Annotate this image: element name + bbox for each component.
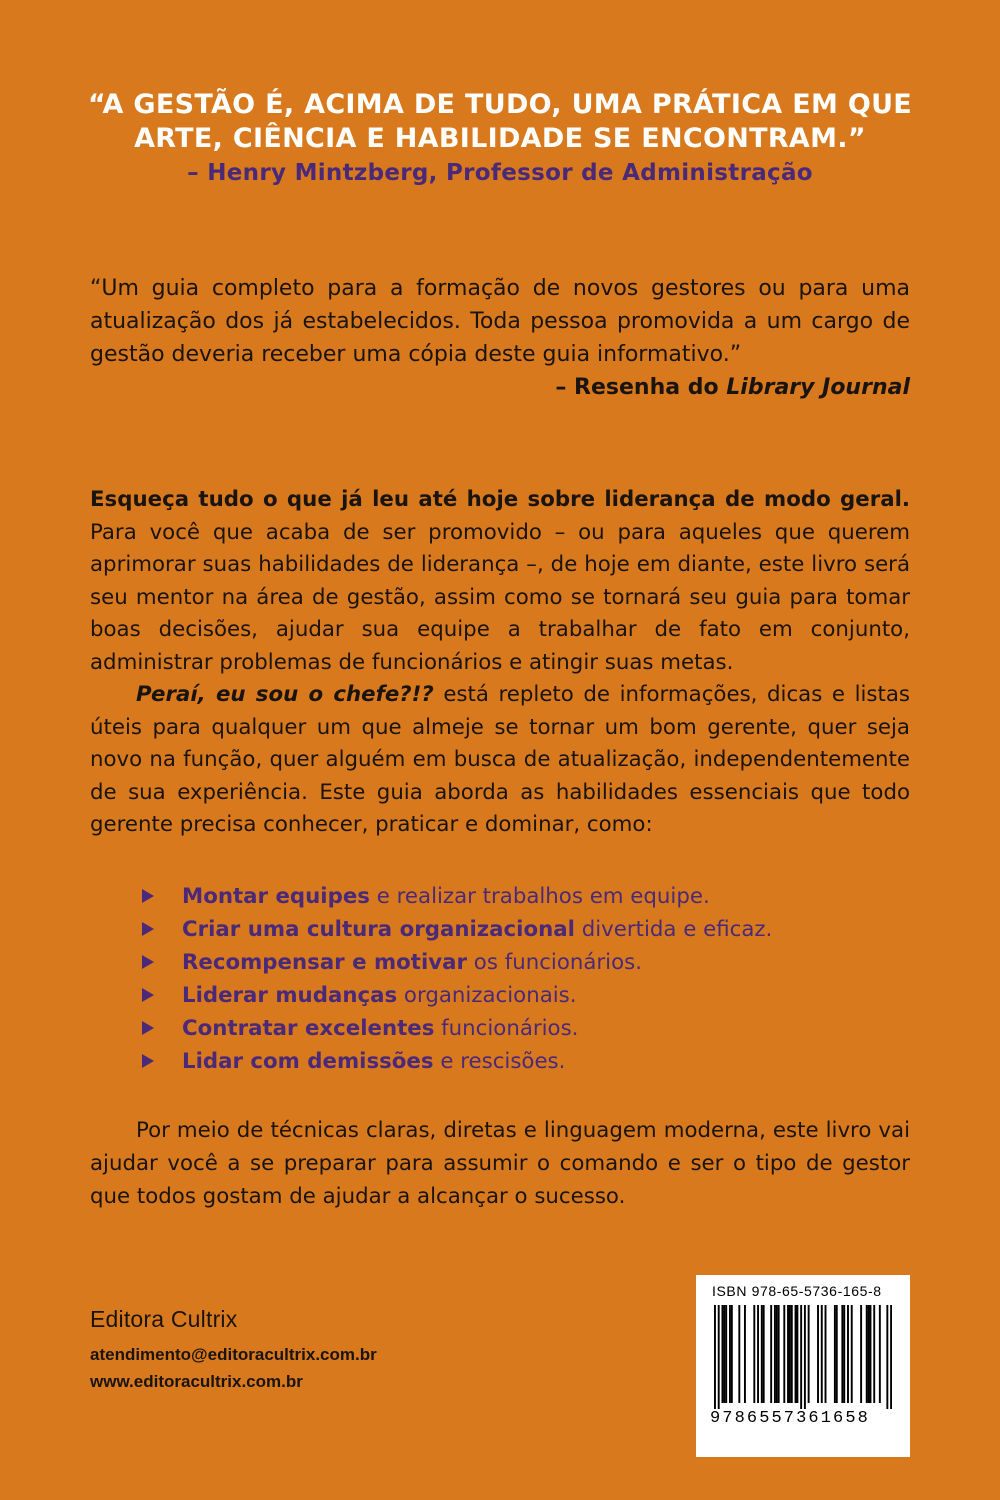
barcode-bar: [868, 1305, 870, 1403]
barcode-bar: [753, 1305, 755, 1403]
barcode-bar: [718, 1305, 720, 1409]
barcode-bar: [836, 1305, 838, 1403]
barcode-bar: [783, 1305, 785, 1403]
isbn-barcode: [696, 1275, 910, 1457]
barcode-bar: [744, 1305, 746, 1403]
barcode-bar: [763, 1305, 765, 1403]
barcode-bar: [757, 1305, 759, 1403]
triangle-bullet-icon: [142, 1021, 154, 1035]
list-item-rest: e realizar trabalhos em equipe.: [369, 884, 710, 909]
list-item: [142, 946, 902, 979]
book-title-inline: Peraí, eu sou o chefe?!?: [136, 682, 434, 707]
barcode-bar: [770, 1305, 772, 1403]
list-item-bold: Liderar mudanças: [182, 983, 398, 1008]
barcode-bar: [817, 1305, 819, 1403]
barcode-bar: [721, 1305, 723, 1403]
list-item-rest: os funcionários.: [467, 950, 642, 975]
barcode-bar: [791, 1305, 793, 1403]
barcode-bar: [866, 1305, 868, 1403]
barcode-bar: [729, 1305, 731, 1403]
triangle-bullet-icon: [142, 955, 154, 969]
list-item: [142, 913, 902, 946]
barcode-bar: [731, 1305, 733, 1403]
closing-paragraph: Por meio de técnicas claras, diretas e linguagem moderna, este livro vai ajudar você a se preparar para assumir o comando e ser o tipo de gestor que todos gostam de ajudar a alcançar o sucesso.: [90, 1118, 910, 1209]
barcode-bar: [886, 1305, 888, 1409]
barcode-bar: [714, 1305, 716, 1409]
list-item-rest: divertida e eficaz.: [574, 917, 773, 942]
barcode-bar: [825, 1305, 827, 1403]
list-item: [142, 880, 902, 913]
barcode-bar: [808, 1305, 810, 1403]
description-lead: Esqueça tudo o que já leu até hoje sobre liderança de modo geral.: [90, 487, 910, 512]
barcode-bar: [800, 1305, 802, 1409]
barcode-bar: [851, 1305, 853, 1403]
list-item: [142, 1012, 902, 1045]
triangle-bullet-icon: [142, 1054, 154, 1068]
list-item-bold: Recompensar e motivar: [182, 950, 468, 975]
barcode-bar: [787, 1305, 789, 1403]
list-item-rest: organizacionais.: [397, 983, 577, 1008]
barcode-bar: [776, 1305, 778, 1403]
top-quote-attribution: – Henry Mintzberg, Professor de Administração: [187, 160, 813, 186]
isbn-label: ISBN 978-65-5736-165-8: [712, 1283, 882, 1299]
review-attribution: [90, 371, 910, 404]
publisher-website: www.editoracultrix.com.br: [90, 1372, 303, 1391]
barcode-bar: [723, 1305, 725, 1403]
triangle-bullet-icon: [142, 988, 154, 1002]
list-item: [142, 979, 902, 1012]
triangle-bullet-icon: [142, 889, 154, 903]
barcode-bar: [890, 1305, 892, 1409]
publisher-info: [90, 1306, 377, 1395]
list-item-bold: Montar equipes: [182, 884, 370, 909]
description-paragraph-2: [90, 679, 910, 842]
barcode-bar: [795, 1305, 797, 1403]
review-attribution-prefix: – Resenha do: [555, 375, 727, 400]
barcode-bars: [714, 1305, 892, 1409]
top-quote: [60, 88, 940, 190]
barcode-bar: [841, 1305, 843, 1403]
barcode-bar: [796, 1305, 798, 1403]
description: [90, 484, 910, 842]
description-paragraph-1: [90, 484, 910, 679]
barcode-bar: [870, 1305, 872, 1403]
barcode-bar: [843, 1305, 845, 1403]
publisher-name: Editora Cultrix: [90, 1306, 238, 1332]
barcode-bar: [725, 1305, 727, 1403]
list-item-rest: e rescisões.: [433, 1049, 566, 1074]
top-quote-line-1: “A GESTÃO É, ACIMA DE TUDO, UMA PRÁTICA EM QUE: [87, 89, 913, 120]
barcode-bar: [778, 1305, 780, 1403]
list-item: [142, 1045, 902, 1078]
barcode-bar: [761, 1305, 763, 1403]
barcode-bar: [821, 1305, 823, 1403]
list-item-bold: Criar uma cultura organizacional: [182, 917, 575, 942]
review-attribution-source: Library Journal: [726, 375, 910, 400]
description-paragraph-2-rest: está repleto de informações, dicas e listas úteis para qualquer um que almeje se tornar um bom gerente, quer seja novo na função, quer alguém em busca de atualização, independentemente de sua experiência. Este guia aborda as habilidades essenciais que todo gerente precisa conhecer, praticar e dominar, como:: [90, 682, 911, 837]
list-item-bold: Contratar excelentes: [182, 1016, 435, 1041]
barcode-bar: [847, 1305, 849, 1403]
barcode-bar: [804, 1305, 806, 1409]
barcode-bar: [789, 1305, 791, 1403]
barcode-digits: 9786557361658: [710, 1409, 870, 1428]
review-text: “Um guia completo para a formação de novos gestores ou para uma atualização dos já estabelecidos. Toda pessoa promovida a um cargo de gestão deveria receber uma cópia deste guia informativo.”: [90, 276, 910, 367]
top-quote-line-2: ARTE, CIÊNCIA E HABILIDADE SE ENCONTRAM.”: [134, 123, 866, 154]
publisher-email: atendimento@editoracultrix.com.br: [90, 1345, 377, 1364]
barcode-bar: [879, 1305, 881, 1403]
barcode-bar: [834, 1305, 836, 1403]
list-item-rest: funcionários.: [434, 1016, 579, 1041]
barcode-bar: [774, 1305, 776, 1403]
description-lead-rest: Para você que acaba de ser promovido – ou para aqueles que querem aprimorar suas habilidades de liderança –, de hoje em diante, este livro será seu mentor na área de gestão, assim como se tornará seu guia para tomar boas decisões, ajudar sua equipe a trabalhar de fato em conjunto, administrar problemas de funcionários e atingir suas metas.: [90, 519, 910, 675]
barcode-bar: [738, 1305, 740, 1403]
skills-list: [142, 880, 902, 1078]
barcode-bar: [873, 1305, 875, 1403]
triangle-bullet-icon: [142, 922, 154, 936]
review-quote: [90, 272, 910, 404]
list-item-bold: Lidar com demissões: [182, 1049, 434, 1074]
barcode-bar: [860, 1305, 862, 1403]
